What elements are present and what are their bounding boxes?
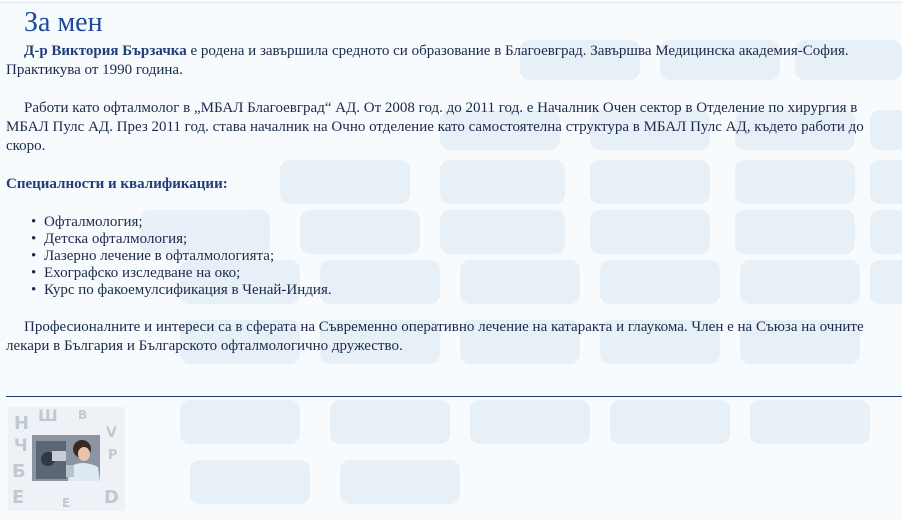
work-paragraph: Работи като офталмолог в „МБАЛ Благоевград“ АД. От 2008 год. до 2011 год. е Началник Очен сектор в Отделение по хирургия в МБАЛ Пулс АД. През 2011 год. става началник на Очно отделение като самостоятелна структура в МБАЛ Пулс АД, където работи до скоро. <box>6 100 864 154</box>
doctor-with-equipment <box>32 435 100 481</box>
intro-paragraph <box>6 42 900 80</box>
list-item: • Лазерно лечение в офталмологията; <box>31 248 275 264</box>
list-item: • Ехографско изследване на око; <box>31 265 241 281</box>
specialties-heading: Специалности и квалификации: <box>6 176 228 192</box>
eye-chart-letter: V <box>106 425 117 441</box>
doctor-name: Д-р Виктория Бързачка <box>24 43 187 59</box>
bullet-icon: • <box>31 231 37 247</box>
list-item: • Детска офталмология; <box>31 231 188 247</box>
eye-chart-letter: B <box>78 408 88 422</box>
eye-chart-letter: Н <box>14 413 30 434</box>
page-title: За мен <box>24 7 103 38</box>
bullet-icon: • <box>31 265 37 281</box>
horizontal-divider <box>6 396 902 397</box>
eye-chart-letter: Ч <box>14 436 28 456</box>
bullet-icon: • <box>31 248 37 264</box>
eye-chart-letter: E <box>62 496 71 510</box>
bullet-icon: • <box>31 214 37 230</box>
top-border <box>0 2 902 3</box>
doctor-photo <box>8 407 125 511</box>
about-section <box>6 6 900 356</box>
intro-text: е родена и завършила средното си образование в Благоевград. Завършва Медицинска академия-София. Практикува от 1990 година. <box>6 43 849 78</box>
eye-chart-letter: Б <box>12 461 26 482</box>
specialties-list <box>6 214 900 299</box>
list-item: • Офталмология; <box>31 214 143 230</box>
eye-chart-letter: Е <box>12 487 25 508</box>
list-item: • Курс по факоемулсификация в Ченай-Индия. <box>31 282 332 298</box>
eye-chart-letter: D <box>104 487 119 508</box>
bullet-icon: • <box>31 282 37 298</box>
interests-paragraph: Професионалните и интереси са в сферата на Съвременно оперативно лечение на катаракта и глаукома. Член е на Съюза на очните лекари в България и Българското офталмологично дружество. <box>6 319 864 354</box>
eye-chart-letter: Ш <box>38 407 58 425</box>
eye-chart-letter: P <box>108 448 118 463</box>
